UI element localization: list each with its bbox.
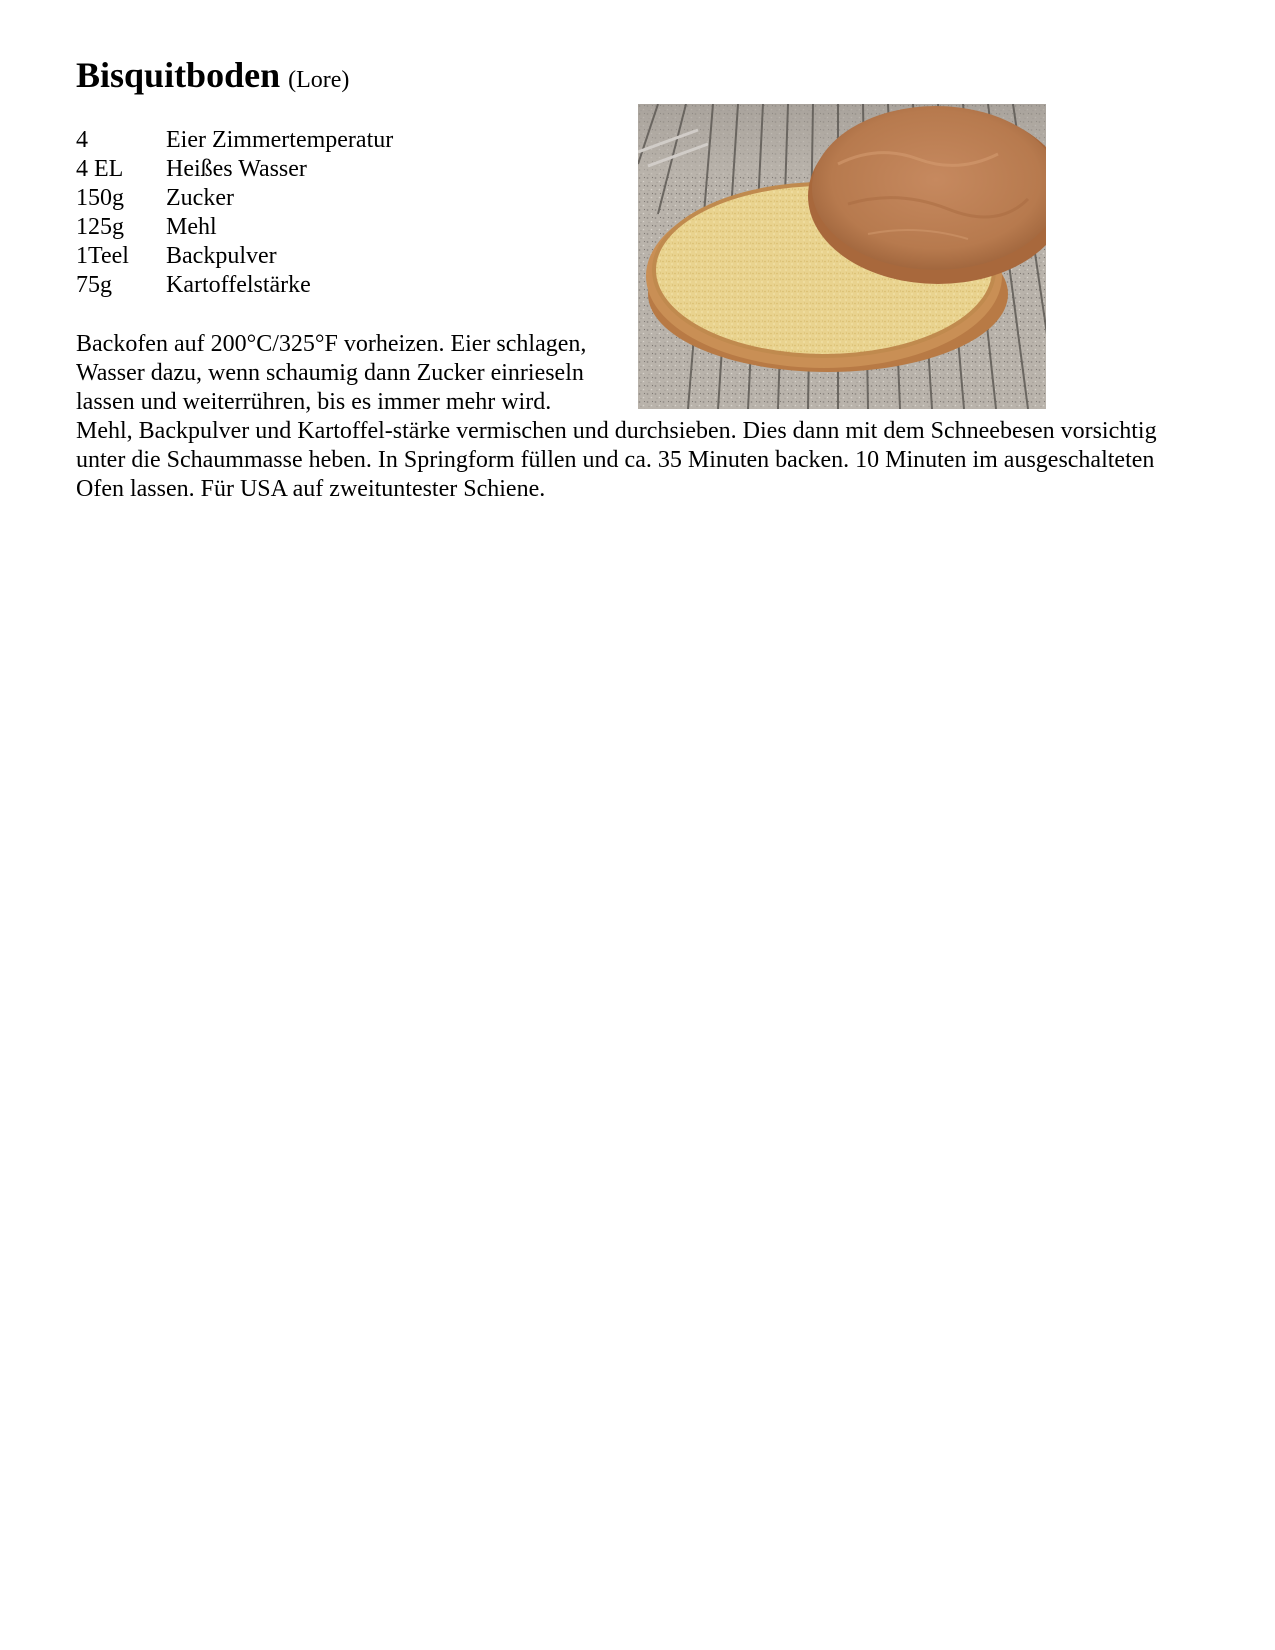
ingredient-quantity: 4 EL <box>76 156 124 182</box>
ingredient-row <box>76 155 393 184</box>
ingredient-row <box>76 126 393 155</box>
ingredient-name: Mehl <box>166 214 217 240</box>
ingredient-row <box>76 271 393 300</box>
ingredient-quantity: 4 <box>76 127 88 153</box>
recipe-title: Bisquitboden <box>76 55 281 95</box>
ingredient-row <box>76 242 393 271</box>
recipe-page <box>76 50 1206 502</box>
recipe-author: (Lore) <box>288 67 350 93</box>
instructions-part-1: Backofen auf 200°C/325°F vorheizen. Eier schlagen, Wasser dazu, wenn schaumig dann Zucker einrieseln lassen und weiterrühren, bis es immer mehr wird. <box>76 331 587 415</box>
recipe-header <box>76 50 1206 100</box>
ingredient-quantity: 1Teel <box>76 243 129 269</box>
ingredient-name: Eier Zimmertemperatur <box>166 127 394 153</box>
ingredient-row <box>76 184 393 213</box>
ingredient-quantity: 125g <box>76 214 124 240</box>
ingredient-row <box>76 213 393 242</box>
ingredient-quantity: 75g <box>76 272 112 298</box>
ingredient-name: Heißes Wasser <box>166 156 307 182</box>
instructions <box>76 330 1176 504</box>
ingredient-name: Zucker <box>166 185 234 211</box>
ingredient-quantity: 150g <box>76 185 124 211</box>
ingredient-name: Backpulver <box>166 243 277 269</box>
ingredient-list <box>76 126 393 300</box>
ingredient-name: Kartoffelstärke <box>166 272 311 298</box>
instructions-part-2: Mehl, Backpulver und Kartoffel-stärke vermischen und durchsieben. Dies dann mit dem Schneebesen vorsichtig unter die Schaummasse heben. In Springform füllen und ca. 35 Minuten backen. 10 Minuten im ausgeschalteten Ofen lassen. Für USA auf zweituntester Schiene. <box>76 418 1157 502</box>
